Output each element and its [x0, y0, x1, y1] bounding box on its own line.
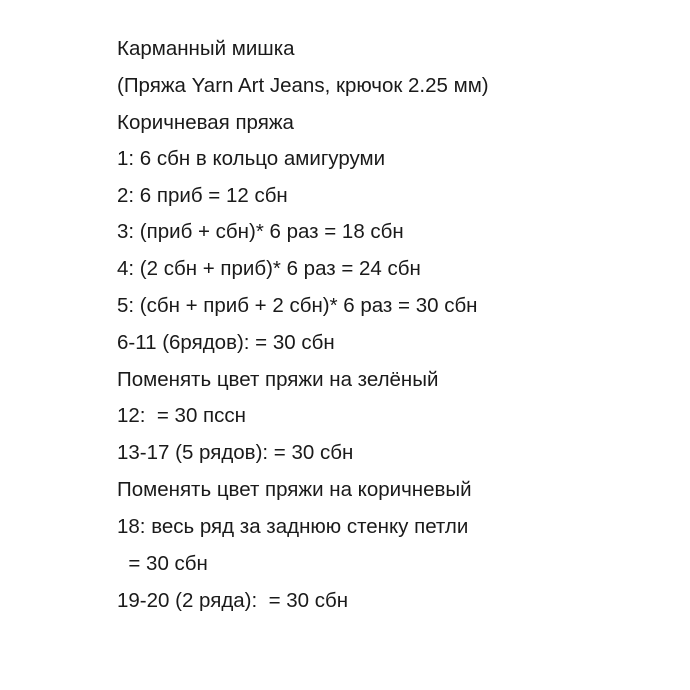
pattern-row-18: 18: весь ряд за заднюю стенку петли	[117, 515, 469, 538]
pattern-row-18-result: = 30 сбн	[117, 552, 208, 575]
pattern-rows-13-17: 13-17 (5 рядов): = 30 сбн	[117, 441, 354, 464]
pattern-row-1: 1: 6 сбн в кольцо амигуруми	[117, 147, 386, 170]
color-change-brown: Поменять цвет пряжи на коричневый	[117, 478, 472, 501]
pattern-row-12: 12: = 30 пссн	[117, 404, 246, 427]
pattern-row-5: 5: (сбн + приб + 2 сбн)* 6 раз = 30 сбн	[117, 294, 478, 317]
pattern-row-3: 3: (приб + сбн)* 6 раз = 18 сбн	[117, 220, 404, 243]
pattern-rows-19-20: 19-20 (2 ряда): = 30 сбн	[117, 589, 349, 612]
color-change-green: Поменять цвет пряжи на зелёный	[117, 368, 439, 391]
pattern-row-4: 4: (2 сбн + приб)* 6 раз = 24 сбн	[117, 257, 421, 280]
yarn-color-heading: Коричневая пряжа	[117, 111, 294, 134]
pattern-title: Карманный мишка	[117, 37, 295, 60]
materials-note: (Пряжа Yarn Art Jeans, крючок 2.25 мм)	[117, 74, 489, 97]
pattern-rows-6-11: 6-11 (6рядов): = 30 сбн	[117, 331, 335, 354]
pattern-row-2: 2: 6 приб = 12 сбн	[117, 184, 288, 207]
